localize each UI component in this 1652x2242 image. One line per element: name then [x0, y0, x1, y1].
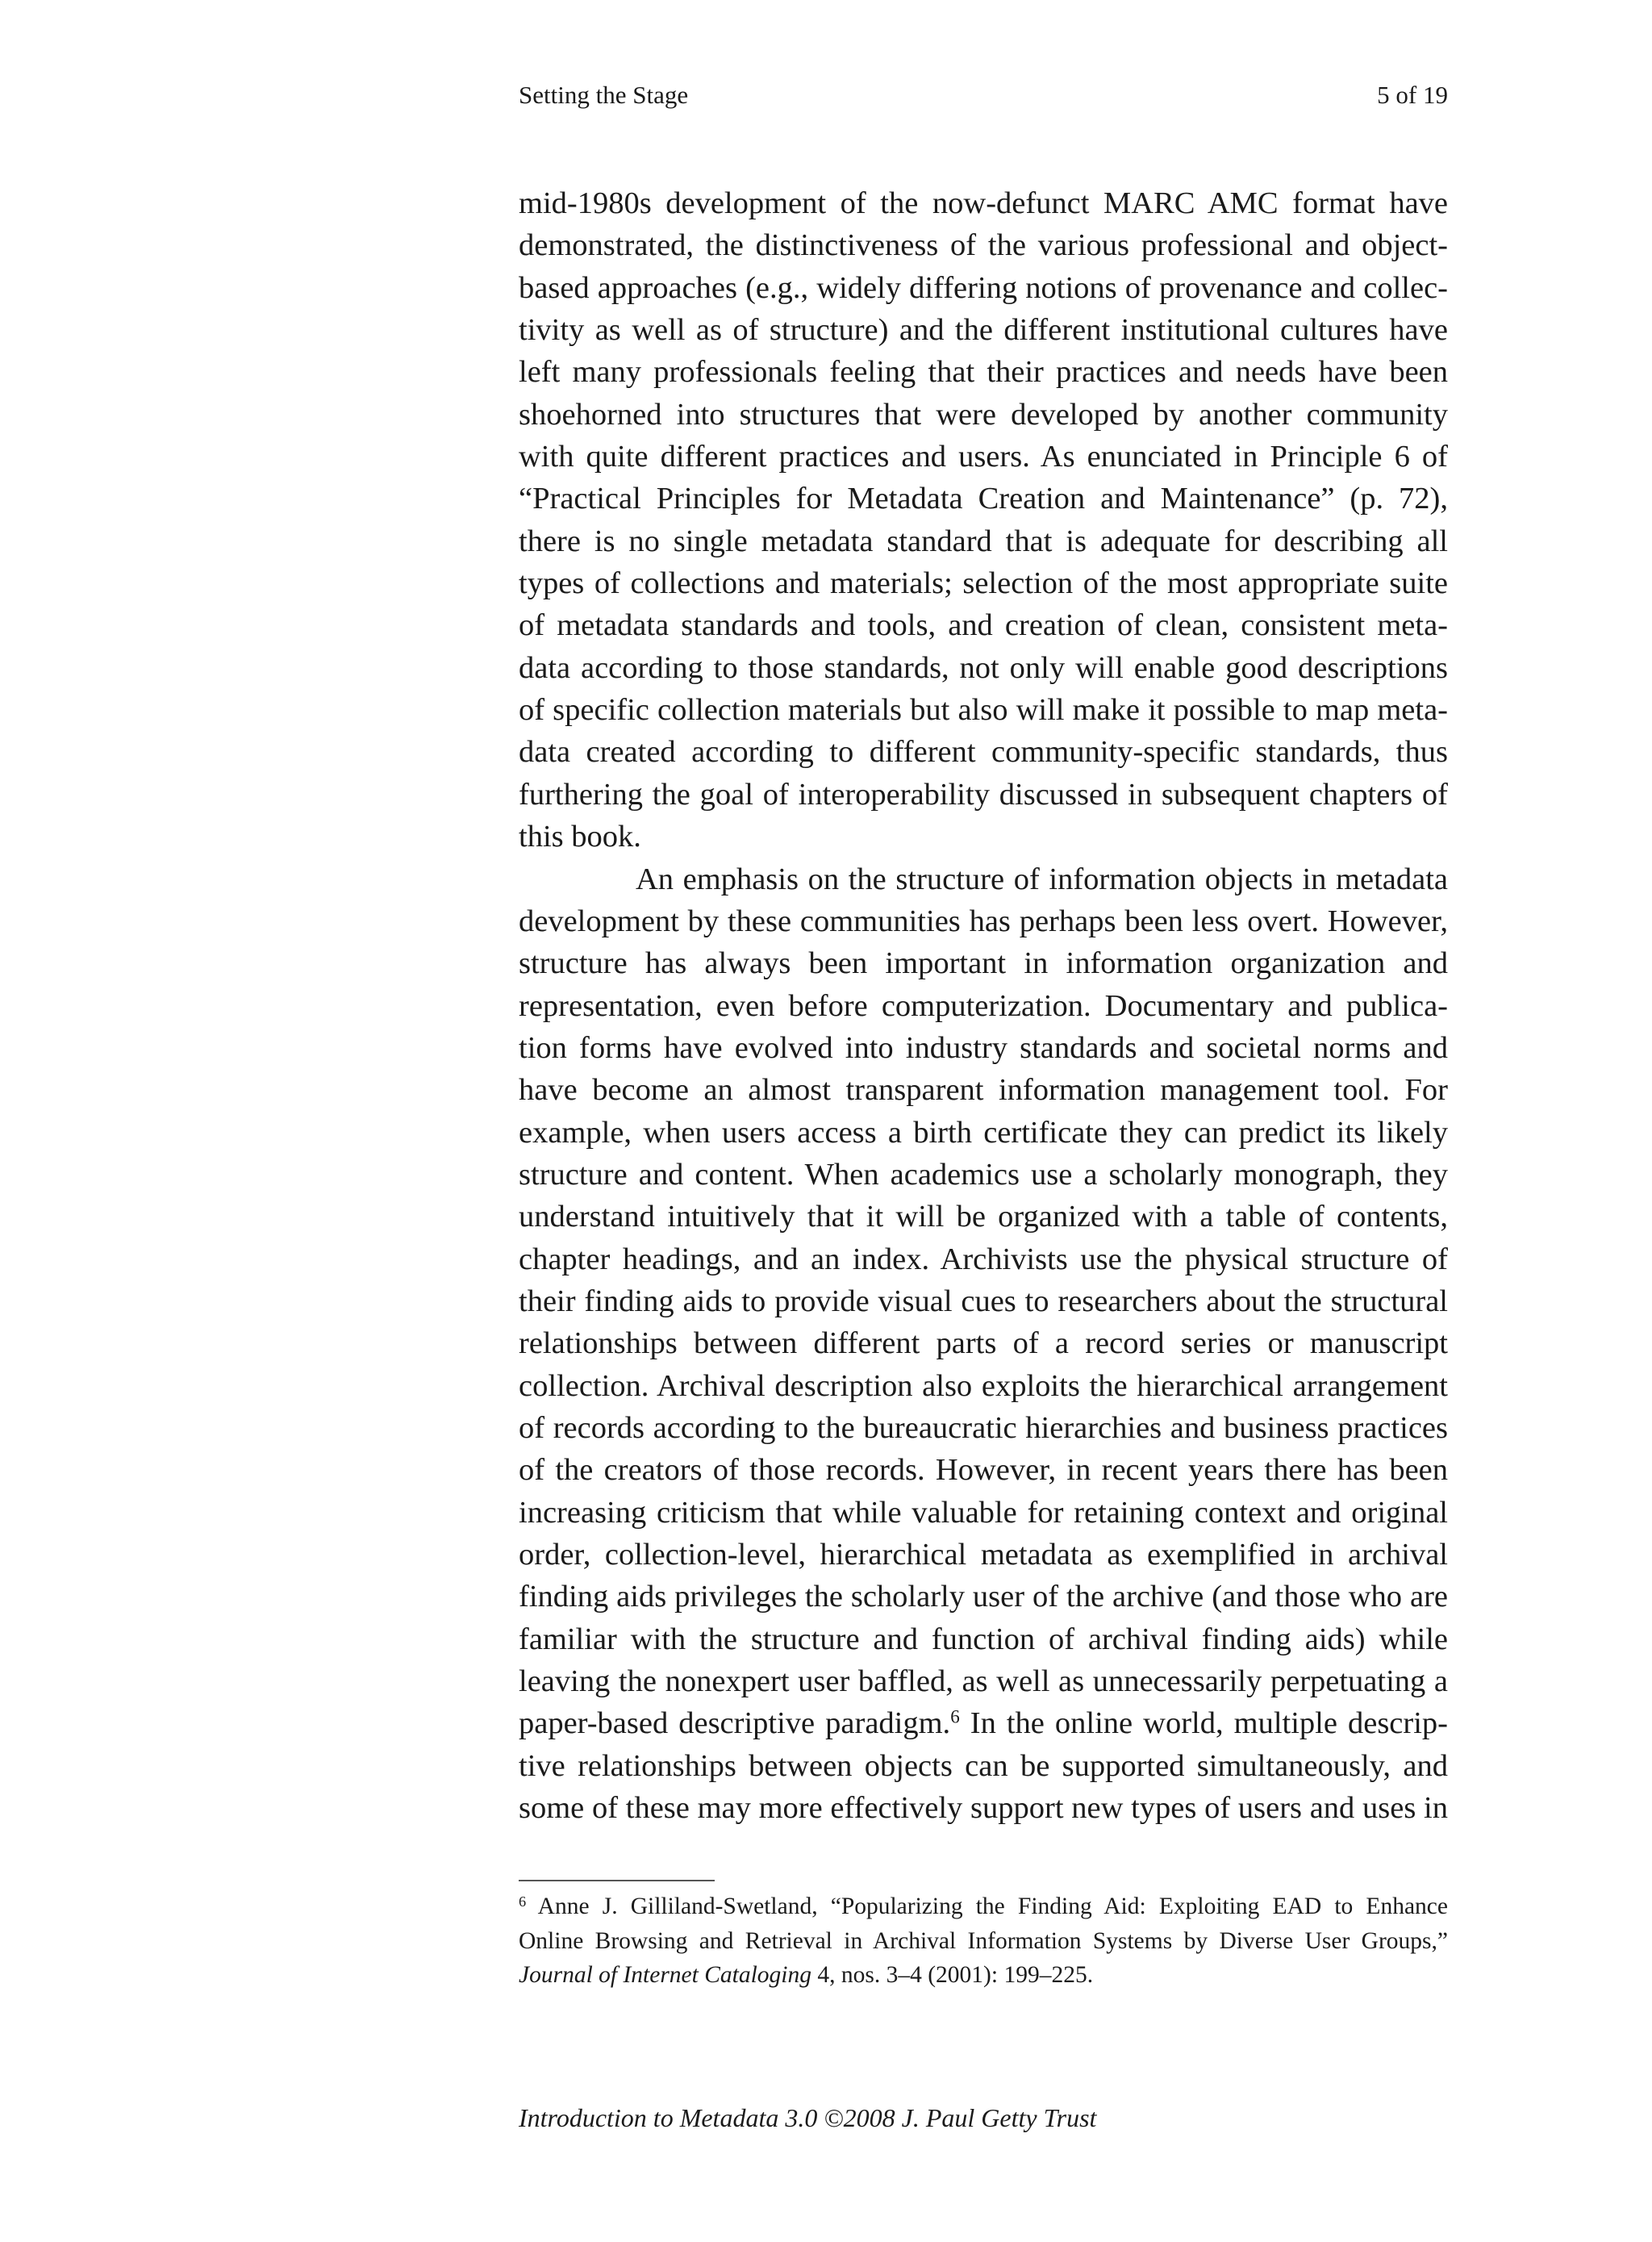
text-line: relationships between different parts of a record series or manuscript	[519, 1326, 1448, 1361]
text-line: mid-1980s development of the now-defunct MARC AMC format have	[519, 186, 1448, 220]
footnote-line	[519, 1958, 1448, 1993]
text-line: structure and content. When academics use a scholarly monograph, they	[519, 1157, 1448, 1192]
text-line: tive relationships between objects can be supported simultaneously, and	[519, 1748, 1448, 1783]
text-line: development by these communities has perhaps been less overt. However,	[519, 904, 1448, 938]
text-line: furthering the goal of interoperability discussed in subsequent chapters of	[519, 777, 1448, 812]
text-line: data created according to different community-specific standards, thus	[519, 735, 1448, 770]
text-line: of metadata standards and tools, and creation of clean, consistent meta-	[519, 608, 1448, 643]
text-line: tion forms have evolved into industry standards and societal norms and	[519, 1030, 1448, 1065]
text-line: tivity as well as of structure) and the different institutional cultures have	[519, 313, 1448, 348]
text-line: chapter headings, and an index. Archivists use the physical structure of	[519, 1242, 1448, 1276]
text-line: leaving the nonexpert user baffled, as well as unnecessarily perpetuating a	[519, 1664, 1448, 1699]
footnote-text: Anne J. Gilliland-Swetland, “Popularizing the Finding Aid: Exploiting EAD to Enhance	[526, 1893, 1448, 1919]
text-line: of records according to the bureaucratic hierarchies and business practices	[519, 1410, 1448, 1445]
text-line: their finding aids to provide visual cues to researchers about the structural	[519, 1284, 1448, 1318]
text-line: with quite different practices and users. As enunciated in Principle 6 of	[519, 440, 1448, 474]
text-line: finding aids privileges the scholarly user of the archive (and those who are	[519, 1580, 1448, 1614]
text-line: structure has always been important in information organization and	[519, 946, 1448, 981]
text-line: understand intuitively that it will be organized with a table of contents,	[519, 1200, 1448, 1234]
text-line: have become an almost transparent information management tool. For	[519, 1073, 1448, 1108]
text-fragment: paper-based descriptive paradigm.	[519, 1706, 951, 1741]
body-text	[519, 182, 1448, 1829]
text-line: left many professionals feeling that their practices and needs have been	[519, 355, 1448, 390]
text-line: order, collection-level, hierarchical metadata as exemplified in archival	[519, 1538, 1448, 1572]
text-line: of specific collection materials but also will make it possible to map meta-	[519, 693, 1448, 728]
text-fragment: In the online world, multiple descrip-	[959, 1706, 1448, 1741]
text-line-with-footnote-ref	[519, 1702, 1448, 1744]
paragraph-first-line: An emphasis on the structure of information objects in metadata	[636, 862, 1448, 896]
section-title: Setting the Stage	[519, 81, 689, 109]
text-line: data according to those standards, not only will enable good descriptions	[519, 650, 1448, 685]
footnote-reference[interactable]: 6	[950, 1706, 960, 1727]
text-line: some of these may more effectively support new types of users and uses in	[519, 1791, 1448, 1826]
text-line: “Practical Principles for Metadata Creation and Maintenance” (p. 72),	[519, 482, 1448, 516]
text-line: types of collections and materials; selection of the most appropriate suite	[519, 566, 1448, 601]
page-number: 5 of 19	[1377, 81, 1448, 109]
footnote-marker: 6	[519, 1893, 527, 1910]
text-line: example, when users access a birth certificate they can predict its likely	[519, 1115, 1448, 1150]
text-line: familiar with the structure and function of archival finding aids) while	[519, 1622, 1448, 1656]
text-line: representation, even before computerization. Documentary and publica-	[519, 988, 1448, 1023]
text-line: this book.	[519, 820, 641, 854]
text-line: there is no single metadata standard that is adequate for describing all	[519, 524, 1448, 558]
page-footer: Introduction to Metadata 3.0 ©2008 J. Paul Getty Trust	[519, 2103, 1097, 2132]
text-line: demonstrated, the distinctiveness of the various professional and object-	[519, 228, 1448, 263]
running-header	[519, 77, 1448, 113]
text-line: collection. Archival description also exploits the hierarchical arrangement	[519, 1368, 1448, 1403]
text-line: increasing criticism that while valuable for retaining context and original	[519, 1495, 1448, 1530]
footnote-line: Online Browsing and Retrieval in Archival Information Systems by Diverse User Groups,”	[519, 1927, 1448, 1954]
footnote-line	[519, 1889, 1448, 1924]
text-line: of the creators of those records. However, in recent years there has been	[519, 1453, 1448, 1488]
text-line: shoehorned into structures that were developed by another community	[519, 397, 1448, 432]
citation-details: 4, nos. 3–4 (2001): 199–225.	[811, 1962, 1094, 1988]
journal-title: Journal of Internet Cataloging	[519, 1962, 811, 1988]
footnote-divider	[519, 1880, 715, 1881]
text-line: based approaches (e.g., widely differing notions of provenance and collec-	[519, 270, 1448, 305]
footnote	[519, 1889, 1448, 1993]
